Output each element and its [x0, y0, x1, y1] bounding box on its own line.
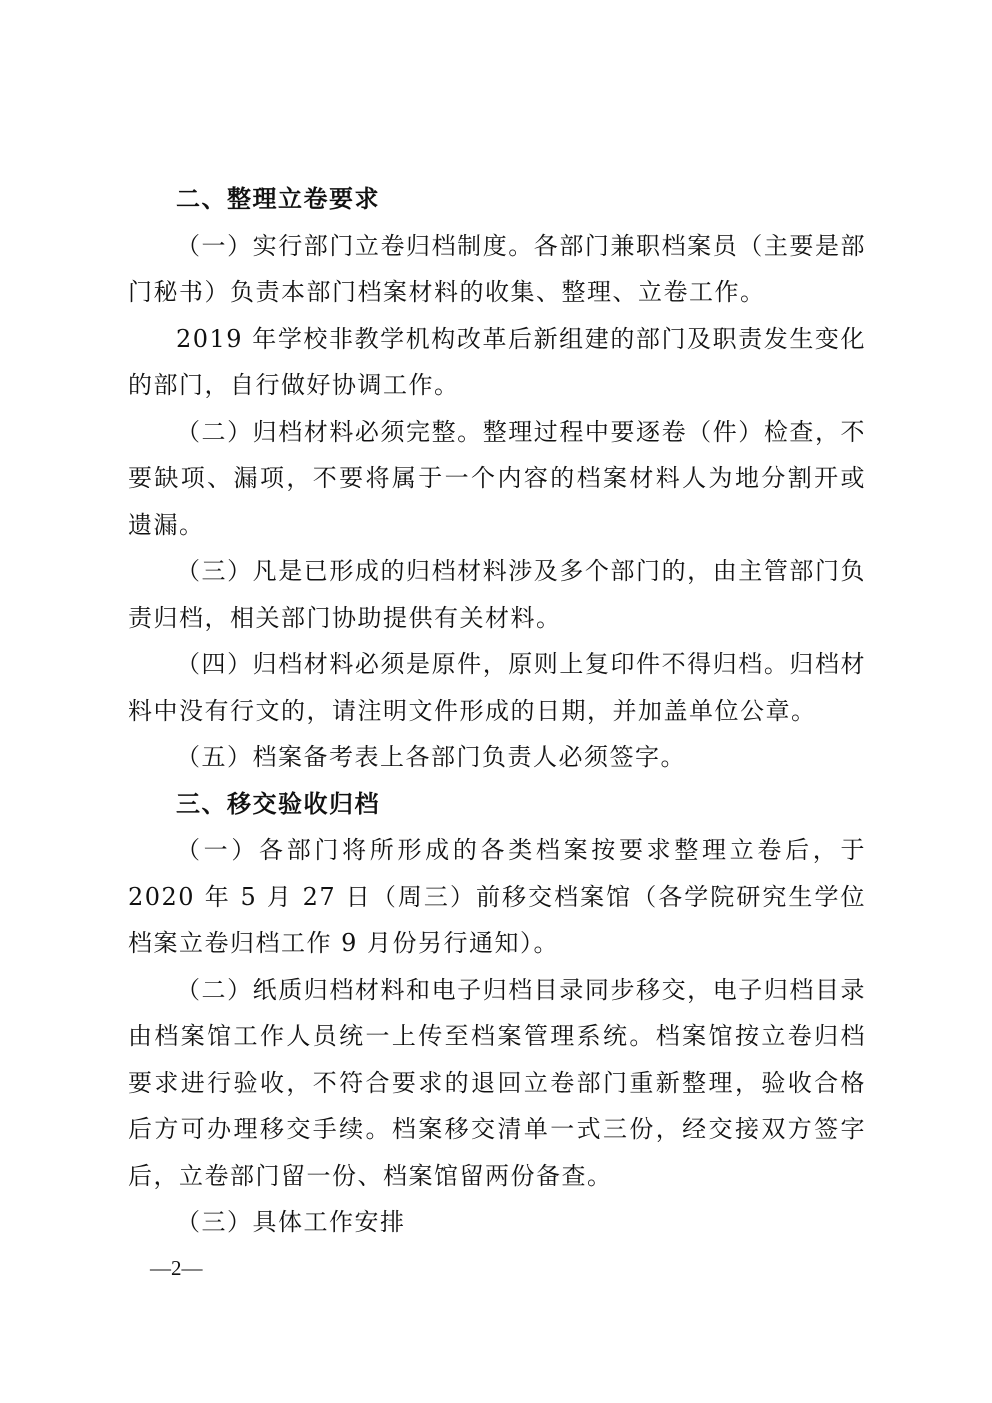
document-body — [128, 176, 866, 1246]
paragraph: （五）档案备考表上各部门负责人必须签字。 — [176, 743, 686, 771]
paragraph: （三）具体工作安排 — [176, 1208, 406, 1236]
paragraph: 2019 年学校非教学机构改革后新组建的部门及职责发生变化的部门，自行做好协调工作。 — [128, 324, 866, 399]
paragraph: （二）纸质归档材料和电子归档目录同步移交，电子归档目录由档案馆工作人员统一上传至档案管理系统。档案馆按立卷归档要求进行验收，不符合要求的退回立卷部门重新整理，验收合格后方可办理移交手续。档案移交清单一式三份，经交接双方签字后，立卷部门留一份、档案馆留两份备查。 — [128, 975, 866, 1190]
page-number: —2— — [150, 1256, 203, 1280]
paragraph: （一）各部门将所形成的各类档案按要求整理立卷后，于2020 年 5 月 27 日（周三）前移交档案馆（各学院研究生学位档案立卷归档工作 9 月份另行通知）。 — [128, 836, 866, 957]
paragraph: （四）归档材料必须是原件，原则上复印件不得归档。归档材料中没有行文的，请注明文件形成的日期，并加盖单位公章。 — [128, 650, 866, 725]
section-heading-2: 二、整理立卷要求 — [176, 185, 380, 213]
section-heading-3: 三、移交验收归档 — [176, 789, 380, 818]
paragraph: （三）凡是已形成的归档材料涉及多个部门的，由主管部门负责归档，相关部门协助提供有关材料。 — [128, 557, 866, 632]
paragraph: （一）实行部门立卷归档制度。各部门兼职档案员（主要是部门秘书）负责本部门档案材料的收集、整理、立卷工作。 — [128, 231, 866, 306]
paragraph: （二）归档材料必须完整。整理过程中要逐卷（件）检查，不要缺项、漏项，不要将属于一个内容的档案材料人为地分割开或遗漏。 — [128, 417, 866, 539]
